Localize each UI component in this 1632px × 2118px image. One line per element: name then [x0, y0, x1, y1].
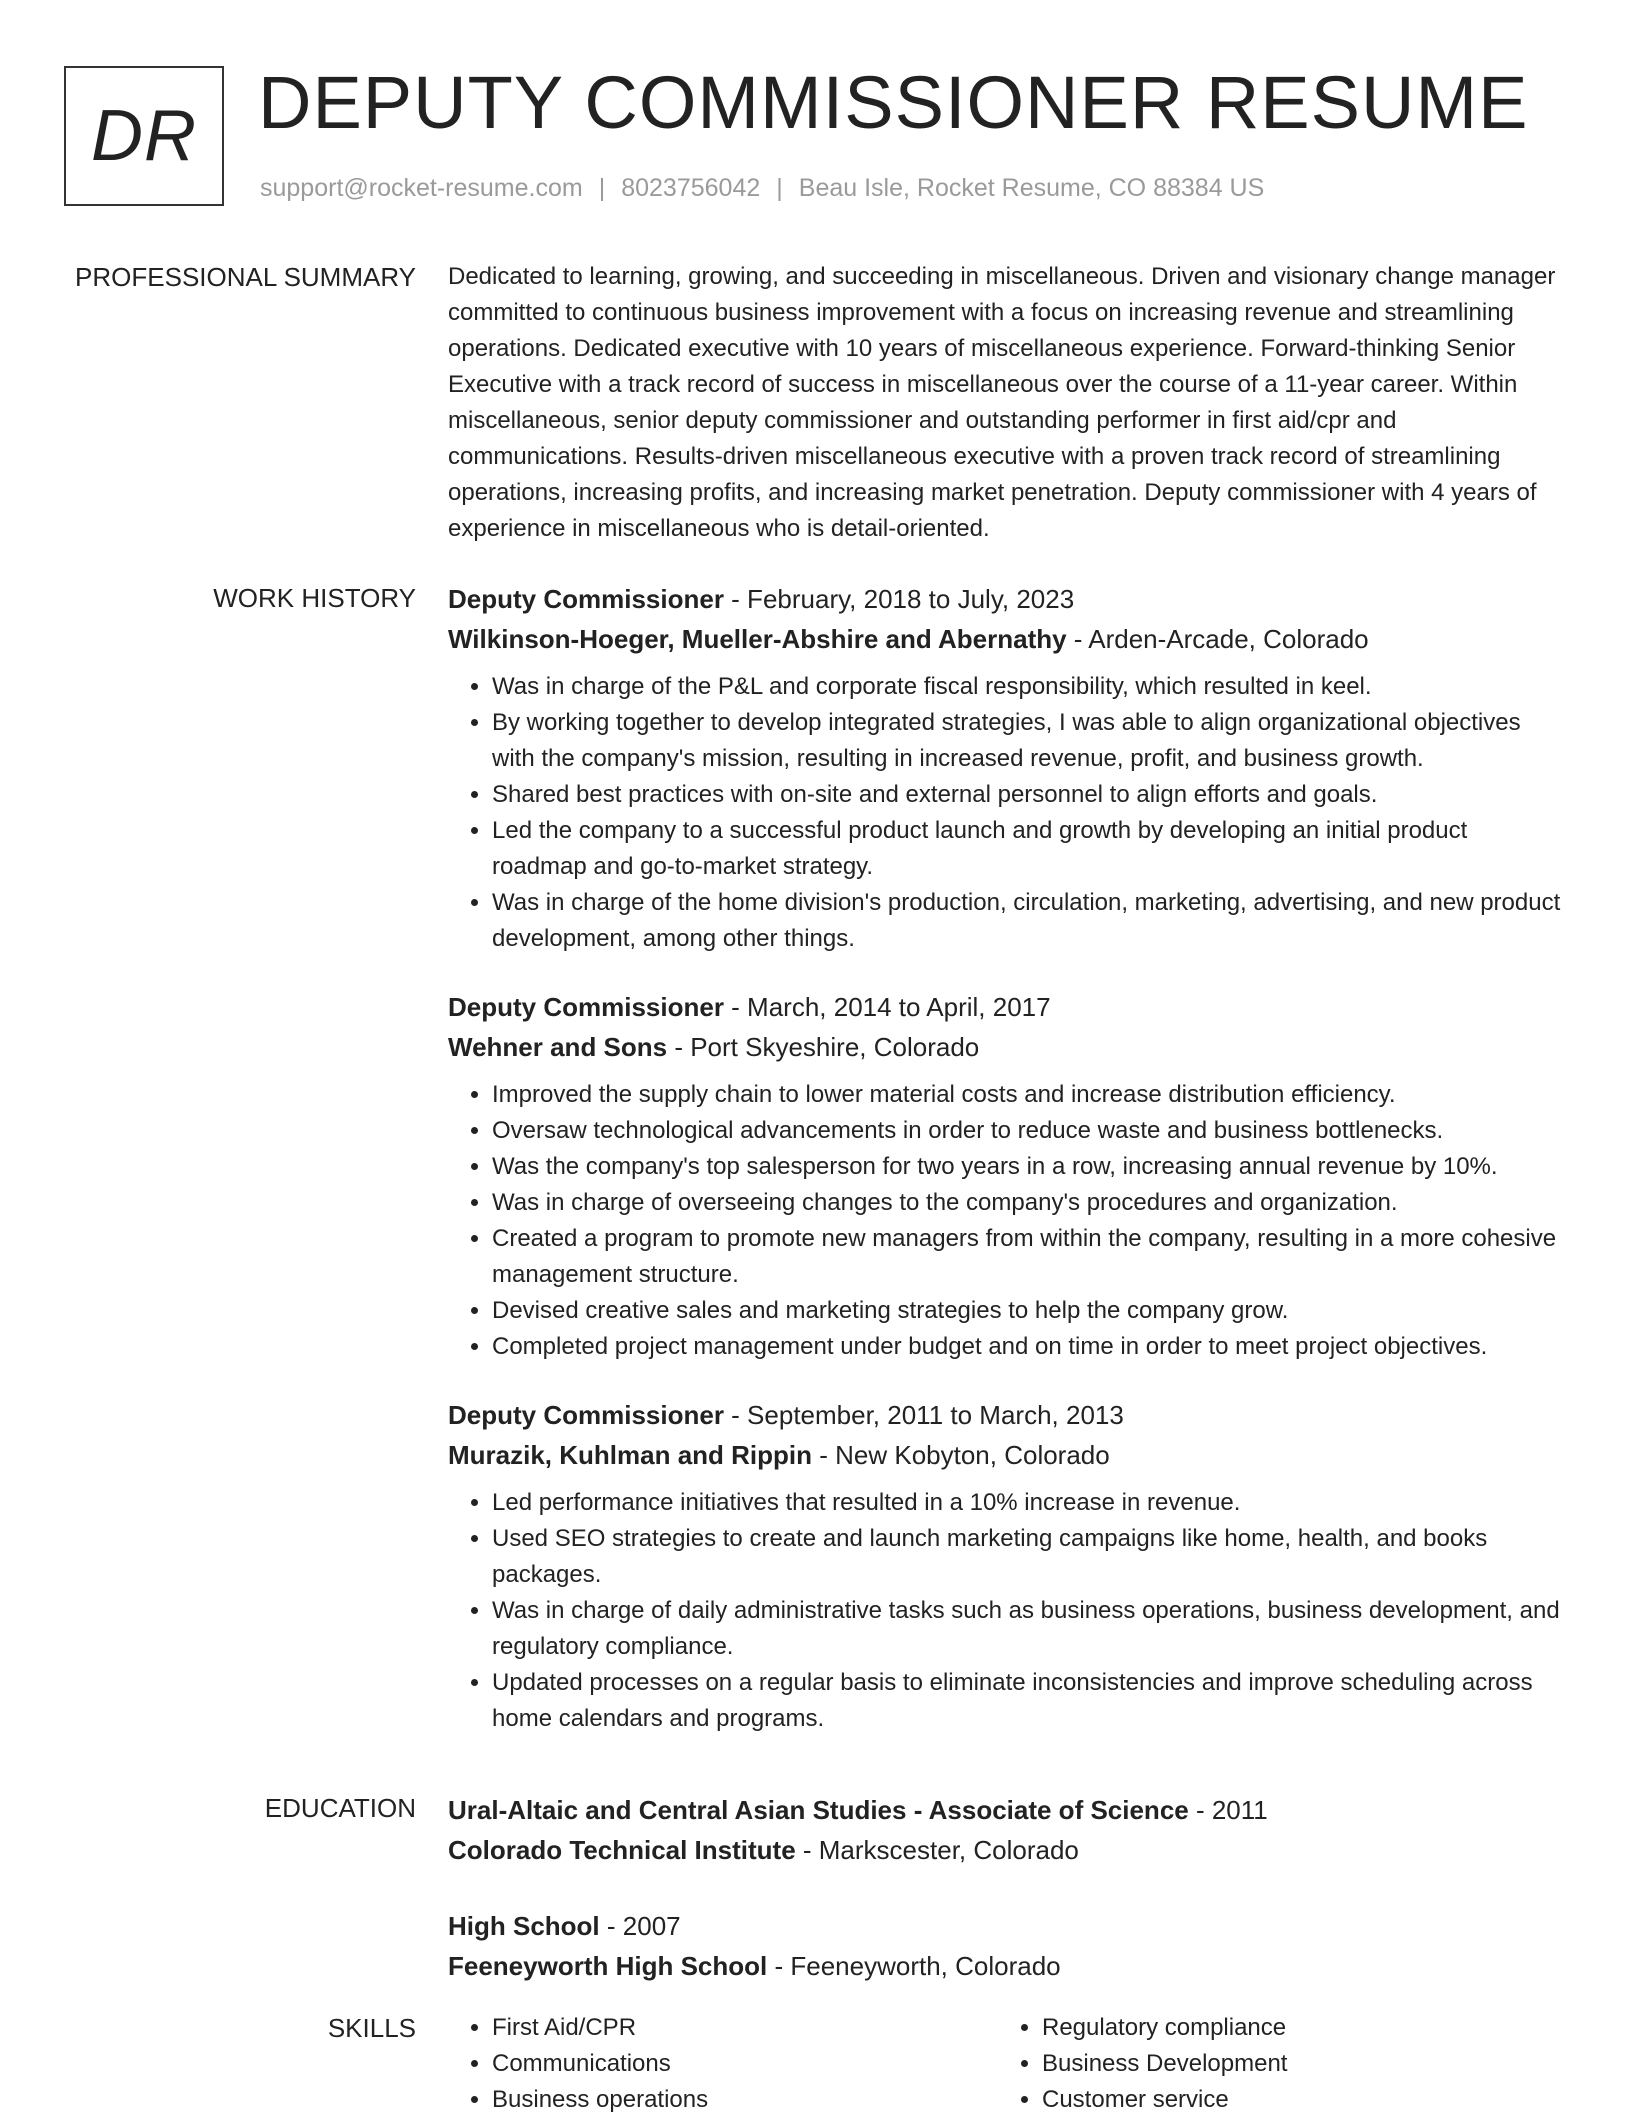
education-school: Feeneyworth High School	[448, 1951, 768, 1981]
education-year: - 2007	[599, 1911, 681, 1941]
skill-item: • Communications	[492, 2046, 998, 2082]
contact-phone: 8023756042	[621, 174, 761, 202]
job-company: Wilkinson-Hoeger, Mueller-Abshire and Abernathy	[448, 624, 1067, 654]
job-bullet: • Oversaw technological advancements in order to reduce waste and business bottlenecks.	[492, 1113, 1568, 1149]
education-location: - Feeneyworth, Colorado	[767, 1951, 1061, 1981]
work-history-body	[448, 579, 1568, 1767]
job-bullet: • Was in charge of the home division's production, circulation, marketing, advertising, and new product development, among other things.	[492, 885, 1568, 957]
job-bullet-list	[448, 1077, 1568, 1365]
job-bullet: • Led the company to a successful product launch and growth by developing an initial product roadmap and go-to-market strategy.	[492, 813, 1568, 885]
job-company-line	[448, 1435, 1568, 1475]
monogram-initials: DR	[91, 96, 197, 176]
section-heading-education: EDUCATION	[264, 1793, 416, 1823]
job-title-line	[448, 1395, 1568, 1435]
skill-item: • Business operations	[492, 2082, 998, 2118]
job-bullet: • Led performance initiatives that resulted in a 10% increase in revenue.	[492, 1485, 1568, 1521]
summary-body	[448, 259, 1568, 547]
education-school-line	[448, 1946, 1568, 1986]
job-title-line	[448, 987, 1568, 1027]
section-heading-work-history: WORK HISTORY	[213, 583, 416, 613]
job-location: - Port Skyeshire, Colorado	[667, 1032, 980, 1062]
job-dates: - February, 2018 to July, 2023	[723, 584, 1075, 614]
job-location: - New Kobyton, Colorado	[812, 1440, 1110, 1470]
job-company: Wehner and Sons	[448, 1032, 668, 1062]
job-bullet: • Updated processes on a regular basis to eliminate inconsistencies and improve scheduling across home calendars and programs.	[492, 1665, 1568, 1737]
job-bullet: • Improved the supply chain to lower material costs and increase distribution efficiency.	[492, 1077, 1568, 1113]
job-bullet: • Completed project management under budget and on time in order to meet project objectives.	[492, 1329, 1568, 1365]
contact-line	[260, 174, 1264, 203]
skills-body	[448, 2010, 1568, 2118]
education-location: - Markscester, Colorado	[795, 1835, 1079, 1865]
education-entry	[448, 1790, 1568, 1870]
contact-separator: |	[598, 174, 606, 202]
job-bullet: • Was in charge of daily administrative tasks such as business operations, business development, and regulatory compliance.	[492, 1593, 1568, 1665]
job-bullet-list	[448, 1485, 1568, 1737]
skills-list-left	[448, 2010, 998, 2118]
job-location: - Arden-Arcade, Colorado	[1066, 624, 1369, 654]
section-heading-summary: PROFESSIONAL SUMMARY	[75, 262, 416, 292]
monogram-logo	[64, 66, 224, 206]
job-company-line	[448, 619, 1568, 659]
job-bullet: • Created a program to promote new managers from within the company, resulting in a more cohesive management structure.	[492, 1221, 1568, 1293]
job-bullet: • Devised creative sales and marketing strategies to help the company grow.	[492, 1293, 1568, 1329]
skills-grid	[448, 2010, 1568, 2118]
job-entry	[448, 579, 1568, 957]
education-entry	[448, 1906, 1568, 1986]
job-title: Deputy Commissioner	[448, 584, 724, 614]
contact-address: Beau Isle, Rocket Resume, CO 88384 US	[798, 174, 1265, 202]
job-company: Murazik, Kuhlman and Rippin	[448, 1440, 813, 1470]
skill-item: • Business Development	[1042, 2046, 1548, 2082]
job-bullet: • Shared best practices with on-site and external personnel to align efforts and goals.	[492, 777, 1568, 813]
contact-email: support@rocket-resume.com	[260, 174, 583, 202]
education-school-line	[448, 1830, 1568, 1870]
skill-item: • Customer service	[1042, 2082, 1548, 2118]
education-degree: Ural-Altaic and Central Asian Studies - Associate of Science	[448, 1795, 1189, 1825]
job-dates: - September, 2011 to March, 2013	[723, 1400, 1124, 1430]
job-entry	[448, 1395, 1568, 1737]
job-bullet: • Was in charge of overseeing changes to the company's procedures and organization.	[492, 1185, 1568, 1221]
skills-list-right	[998, 2010, 1548, 2118]
section-heading-skills: SKILLS	[327, 2013, 416, 2043]
skill-item: • Regulatory compliance	[1042, 2010, 1548, 2046]
summary-text: Dedicated to learning, growing, and succeeding in miscellaneous. Driven and visionary change manager committed to continuous business improvement with a focus on increasing revenue and streamlining operations. Dedicated executive with 10 years of miscellaneous experience. Forward-thinking Senior Executive with a track record of success in miscellaneous over the course of a 11-year career. Within miscellaneous, senior deputy commissioner and outstanding performer in first aid/cpr and communications. Results-driven miscellaneous executive with a proven track record of streamlining operations, increasing profits, and increasing market penetration. Deputy commissioner with 4 years of experience in miscellaneous who is detail-oriented.	[448, 263, 1556, 542]
resume-title: DEPUTY COMMISSIONER RESUME	[258, 61, 1529, 144]
job-bullet: • Used SEO strategies to create and launch marketing campaigns like home, health, and books packages.	[492, 1521, 1568, 1593]
education-body	[448, 1790, 1568, 2022]
job-entry	[448, 987, 1568, 1365]
job-bullet: • Was the company's top salesperson for two years in a row, increasing annual revenue by 10%.	[492, 1149, 1568, 1185]
education-degree-line	[448, 1790, 1568, 1830]
job-dates: - March, 2014 to April, 2017	[723, 992, 1051, 1022]
job-company-line	[448, 1027, 1568, 1067]
education-degree-line	[448, 1906, 1568, 1946]
job-bullet: • By working together to develop integrated strategies, I was able to align organizational objectives with the company's mission, resulting in increased revenue, profit, and business growth.	[492, 705, 1568, 777]
job-bullet: • Was in charge of the P&L and corporate fiscal responsibility, which resulted in keel.	[492, 669, 1568, 705]
job-title: Deputy Commissioner	[448, 992, 724, 1022]
job-bullet-list	[448, 669, 1568, 957]
education-school: Colorado Technical Institute	[448, 1835, 796, 1865]
job-title: Deputy Commissioner	[448, 1400, 724, 1430]
education-degree: High School	[448, 1911, 600, 1941]
skill-item: • First Aid/CPR	[492, 2010, 998, 2046]
contact-separator: |	[776, 174, 783, 202]
education-year: - 2011	[1188, 1795, 1268, 1825]
job-title-line	[448, 579, 1568, 619]
